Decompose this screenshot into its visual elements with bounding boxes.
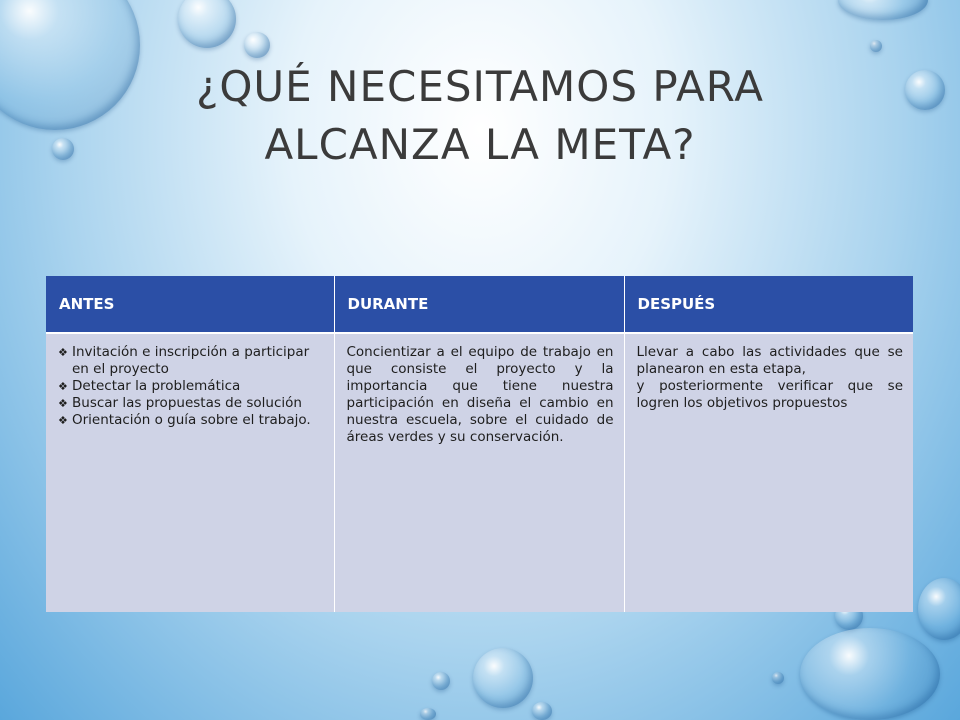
- despues-text-line-1: Llevar a cabo las actividades que se planearon en esta etapa,: [636, 344, 903, 377]
- water-droplet: [420, 708, 436, 720]
- slide-title: [0, 58, 960, 174]
- diamond-bullet-icon: ❖: [58, 380, 68, 393]
- water-droplet: [772, 672, 784, 684]
- list-item: [58, 344, 324, 378]
- list-item-text: Orientación o guía sobre el trabajo.: [72, 412, 311, 428]
- durante-text: Concientizar a el equipo de trabajo en que consiste el proyecto y la importancia que tiene nuestra participación en diseña el cambio en nuestra escuela, sobre el cuidado de áreas verdes y su conservación.: [346, 344, 614, 445]
- list-item: [58, 378, 324, 395]
- table-header-row: [46, 276, 913, 333]
- water-droplet: [918, 578, 960, 640]
- cell-durante: [334, 333, 624, 612]
- header-despues: DESPUÉS: [624, 276, 913, 333]
- diamond-bullet-icon: ❖: [58, 397, 68, 410]
- phases-table: [46, 276, 913, 612]
- table-row: [46, 333, 913, 612]
- list-item-text: Detectar la problemática: [72, 378, 241, 394]
- slide-title-line-1: ¿QUÉ NECESITAMOS PARA: [196, 62, 764, 111]
- list-item-text: Buscar las propuestas de solución: [72, 395, 302, 411]
- water-droplet: [870, 40, 882, 52]
- water-droplet: [838, 0, 928, 20]
- list-item: [58, 412, 324, 429]
- water-droplet: [800, 628, 940, 720]
- antes-list: [58, 344, 324, 429]
- cell-antes: [46, 333, 334, 612]
- cell-despues: [624, 333, 913, 612]
- slide-title-line-2: ALCANZA LA META?: [264, 120, 696, 169]
- water-droplet: [178, 0, 236, 48]
- water-droplet: [473, 648, 533, 708]
- diamond-bullet-icon: ❖: [58, 346, 68, 359]
- diamond-bullet-icon: ❖: [58, 414, 68, 427]
- water-droplet: [432, 672, 450, 690]
- despues-text-line-2: y posteriormente verificar que se logren los objetivos propuestos: [636, 378, 903, 411]
- water-droplet: [244, 32, 270, 58]
- list-item-text: Invitación e inscripción a participar en el proyecto: [72, 344, 310, 377]
- list-item: [58, 395, 324, 412]
- header-durante: DURANTE: [334, 276, 624, 333]
- header-antes: ANTES: [46, 276, 334, 333]
- water-droplet: [532, 702, 552, 720]
